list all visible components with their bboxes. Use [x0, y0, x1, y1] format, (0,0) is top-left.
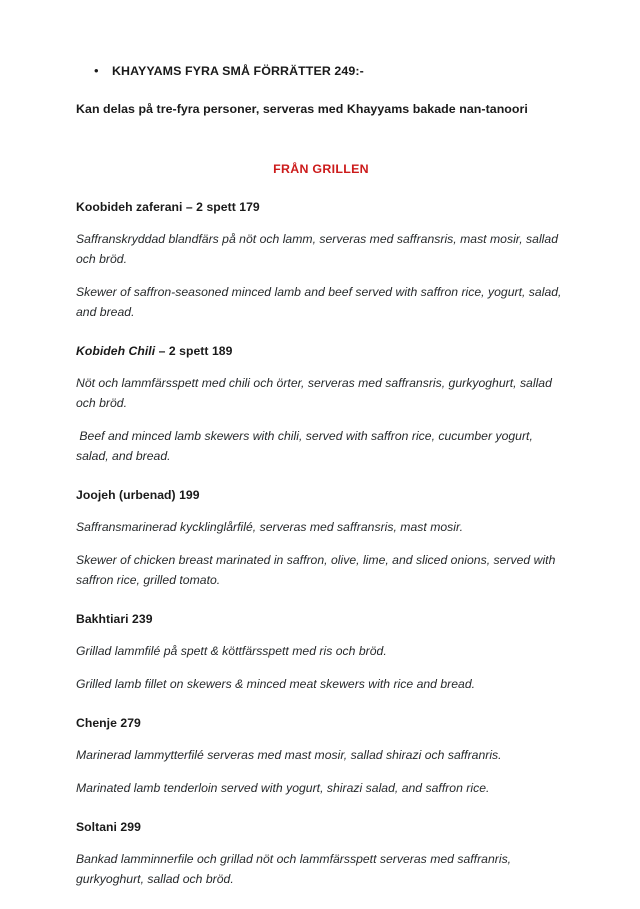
menu-item [76, 610, 566, 694]
menu-item [76, 486, 566, 590]
menu-item-description-sv: Saffransmarinerad kycklinglårfilé, serveras med saffransris, mast mosir. [76, 520, 464, 534]
menu-item-name: Chenje 279 [76, 716, 141, 730]
menu-item-title [76, 198, 566, 216]
menu-item-name: Koobideh zaferani – 2 spett 179 [76, 200, 260, 214]
menu-item-description-en: Skewer of saffron-seasoned minced lamb and beef served with saffron rice, yogurt, salad, and bread. [76, 285, 565, 319]
menu-item-title [76, 486, 566, 504]
menu-item [76, 714, 566, 798]
bullet-icon: • [94, 63, 99, 78]
menu-item-name: Joojeh (urbenad) 199 [76, 488, 200, 502]
intro-bullet-item [76, 62, 566, 80]
menu-item-description-en: Marinated lamb tenderloin served with yogurt, shirazi salad, and saffron rice. [76, 781, 490, 795]
section-heading-fran-grillen: FRÅN GRILLEN [273, 162, 369, 176]
menu-item-name: Soltani 299 [76, 820, 141, 834]
menu-item-name: Bakhtiari 239 [76, 612, 153, 626]
menu-item-description-en: Beef and minced lamb skewers with chili, served with saffron rice, cucumber yogurt, salad, and bread. [76, 429, 537, 463]
menu-item-description-sv: Marinerad lammytterfilé serveras med mast mosir, sallad shirazi och saffranris. [76, 748, 502, 762]
menu-item [76, 342, 566, 466]
menu-item-description-en: Skewer of chicken breast marinated in saffron, olive, lime, and sliced onions, served with saffron rice, grilled tomato. [76, 553, 559, 587]
menu-item-description-sv: Bankad lamminnerfile och grillad nöt och lammfärsspett serveras med saffranris, gurkyoghurt, sallad och bröd. [76, 852, 515, 886]
intro-subtitle: Kan delas på tre-fyra personer, serveras med Khayyams bakade nan-tanoori [76, 102, 528, 116]
menu-item-description-en: Grilled lamb fillet on skewers & minced meat skewers with rice and bread. [76, 677, 476, 691]
menu-item-title [76, 342, 566, 360]
menu-content [76, 62, 566, 909]
menu-item-name-italic: Kobideh Chili [76, 344, 156, 358]
menu-item-description-sv: Nöt och lammfärsspett med chili och örter, serveras med saffransris, gurkyoghurt, sallad och bröd. [76, 376, 556, 410]
menu-item-description-sv: Grillad lammfilé på spett & köttfärsspett med ris och bröd. [76, 644, 387, 658]
menu-item-title [76, 818, 566, 836]
menu-item [76, 198, 566, 322]
menu-item-description-sv: Saffranskryddad blandfärs på nöt och lamm, serveras med saffransris, mast mosir, sallad och bröd. [76, 232, 562, 266]
menu-item-title [76, 610, 566, 628]
menu-item-name: – 2 spett 189 [155, 344, 233, 358]
intro-bullet-label: KHAYYAMS FYRA SMÅ FÖRRÄTTER 249:- [112, 64, 364, 78]
menu-item-title [76, 714, 566, 732]
menu-item [76, 818, 566, 889]
